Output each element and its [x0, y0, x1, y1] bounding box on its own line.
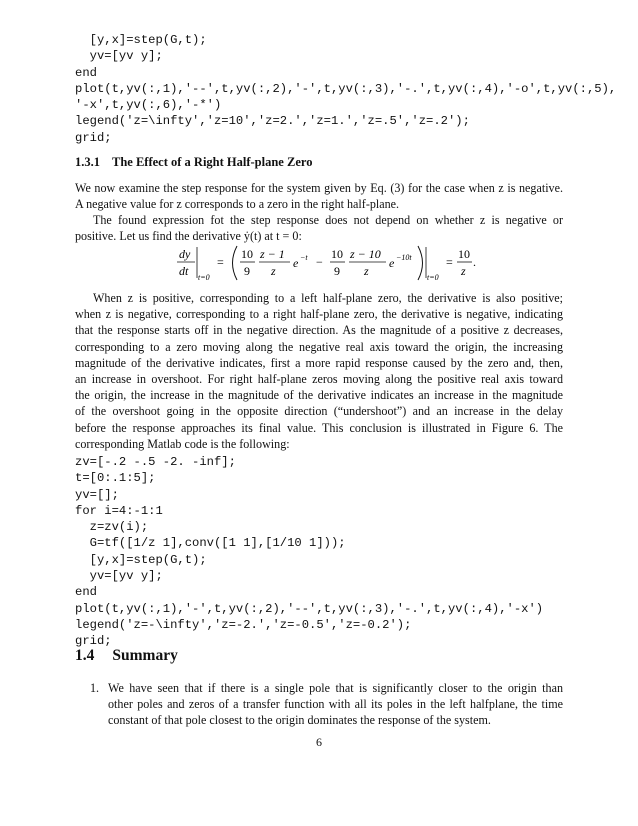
list-item-text: [108, 680, 563, 729]
eq-lhs-numerator: dy: [179, 247, 191, 261]
code-line: legend('z=-\infty','z=-2.','z=-0.5','z=-0.2');: [75, 617, 412, 632]
list-item-line: other poles and zeros of a transfer function with all its poles in the left halfplane, the time: [108, 697, 563, 712]
code-line: yv=[yv y];: [75, 49, 163, 64]
section-number: 1.4: [75, 647, 95, 664]
code-line: t=[0:.1:5];: [75, 471, 156, 486]
code-line: [y,x]=step(G,t);: [75, 33, 207, 47]
code-line: grid;: [75, 130, 112, 145]
paragraph-line: when z is negative, corresponding to a right half-plane zero, the derivative is negative, indicating: [75, 307, 563, 322]
eq-term2-coef-num: 10: [331, 247, 343, 261]
eq-period: .: [473, 255, 476, 269]
eq-term1-coef-num: 10: [241, 247, 253, 261]
paragraph-line: The found expression fot the step response does not depend on whether z is negative or: [93, 213, 563, 227]
code-line: grid;: [75, 634, 112, 649]
eq-term1-num: z − 1: [260, 247, 285, 261]
code-line: [y,x]=step(G,t);: [75, 552, 207, 567]
code-line: end: [75, 65, 97, 80]
eq-term1-coef-den: 9: [244, 264, 250, 278]
subsection-number: 1.3.1: [75, 155, 100, 169]
code-line: legend('z=\infty','z=10','z=2.','z=1.','z=.5','z=.2');: [75, 114, 470, 129]
paragraph-line: positive. Let us find the derivative ẏ(t) at t = 0:: [75, 229, 302, 244]
code-line: z=zv(i);: [75, 520, 149, 535]
section-title: Summary: [112, 647, 178, 664]
list-item-number: 1.: [90, 681, 100, 695]
eq-rhs-num: 10: [458, 247, 470, 261]
eq-lhs-denominator: dt: [179, 264, 189, 278]
code-line: G=tf([1/z 1],conv([1 1],[1/10 1]));: [75, 536, 346, 551]
section-heading: [75, 647, 178, 665]
code-line: '-x',t,yv(:,6),'-*'): [75, 98, 222, 113]
eq-term1-exponent: −t: [300, 253, 308, 262]
matlab-code-block-top: [75, 32, 616, 146]
code-line: yv=[yv y];: [75, 569, 163, 584]
paragraph-2: [75, 212, 563, 244]
list-item: [75, 680, 563, 729]
paragraph-line: We now examine the step response for the system given by Eq. (3) for the case when z is negative.: [75, 181, 563, 195]
code-line: yv=[];: [75, 487, 119, 502]
subsection-title: The Effect of a Right Half-plane Zero: [112, 155, 313, 169]
matlab-code-block-bottom: [75, 454, 543, 650]
code-line: plot(t,yv(:,1),'--',t,yv(:,2),'-',t,yv(:,3),'-.',t,yv(:,4),'-o',t,yv(:,5),: [75, 81, 617, 96]
paragraph-line: of the overshoot going in the opposite direction (“undershoot”) and an increase in the delay: [75, 404, 563, 419]
eq-rhs-subscript: t=0: [427, 273, 439, 282]
eq-rhs-den: z: [461, 264, 466, 278]
eq-term2-exponent: −10t: [396, 253, 412, 262]
summary-list: [75, 680, 563, 729]
paragraph-line: before the response approaches its final value. This conclusion is illustrated in Figure 6. The: [75, 420, 563, 435]
paragraph-line: corresponding Matlab code is the following:: [75, 436, 290, 451]
paragraph-line: an increase in overshoot. For right half-plane zeros moving along the positive real axis toward: [75, 371, 563, 386]
page-number: 6: [316, 735, 322, 749]
eq-minus-sign: −: [316, 255, 323, 269]
eq-term1-den: z: [271, 264, 276, 278]
paragraph-1: [75, 180, 563, 212]
list-item-line: We have seen that if there is a single pole that is significantly closer to the origin than: [108, 681, 563, 695]
svg-text:e: e: [389, 256, 395, 270]
code-line: end: [75, 585, 97, 600]
code-line: plot(t,yv(:,1),'-',t,yv(:,2),'--',t,yv(:,3),'-.',t,yv(:,4),'-x'): [75, 601, 544, 616]
paragraph-line: A negative value for z corresponds to a zero in the right half-plane.: [75, 197, 400, 212]
eq-term2-coef-den: 9: [334, 264, 340, 278]
derivative-equation: [175, 244, 475, 284]
paragraph-line: that the response starts off in the negative direction. As the magnitude of a positive z decreases,: [75, 323, 563, 338]
paragraph-line: magnitude of the derivative indicates, first a more rapid response caused by the zero and, then,: [75, 355, 563, 370]
subsection-heading: [75, 155, 312, 170]
eq-term2-num: z − 10: [350, 247, 381, 261]
eq-equals-sign-2: =: [446, 255, 453, 269]
eq-equals-sign: =: [217, 255, 224, 269]
list-item-line: constant of that pole closest to the origin dominates the response of the system.: [108, 713, 491, 728]
eq-lhs-subscript: t=0: [198, 273, 210, 282]
paragraph-line: corresponding to a zero moving along the negative real axis toward the origin, the increasing: [75, 339, 563, 354]
paragraph-line: When z is positive, corresponding to a left half-plane zero, the derivative is also positive;: [93, 291, 563, 305]
code-line: zv=[-.2 -.5 -2. -inf];: [75, 455, 236, 469]
svg-text:e: e: [293, 256, 299, 270]
eq-term2-den: z: [364, 264, 369, 278]
code-line: for i=4:-1:1: [75, 503, 163, 518]
paragraph-line: the origin, the increase in the magnitude of the derivative indicates an increase in the magnitude: [75, 388, 563, 403]
paragraph-3: [75, 290, 563, 452]
